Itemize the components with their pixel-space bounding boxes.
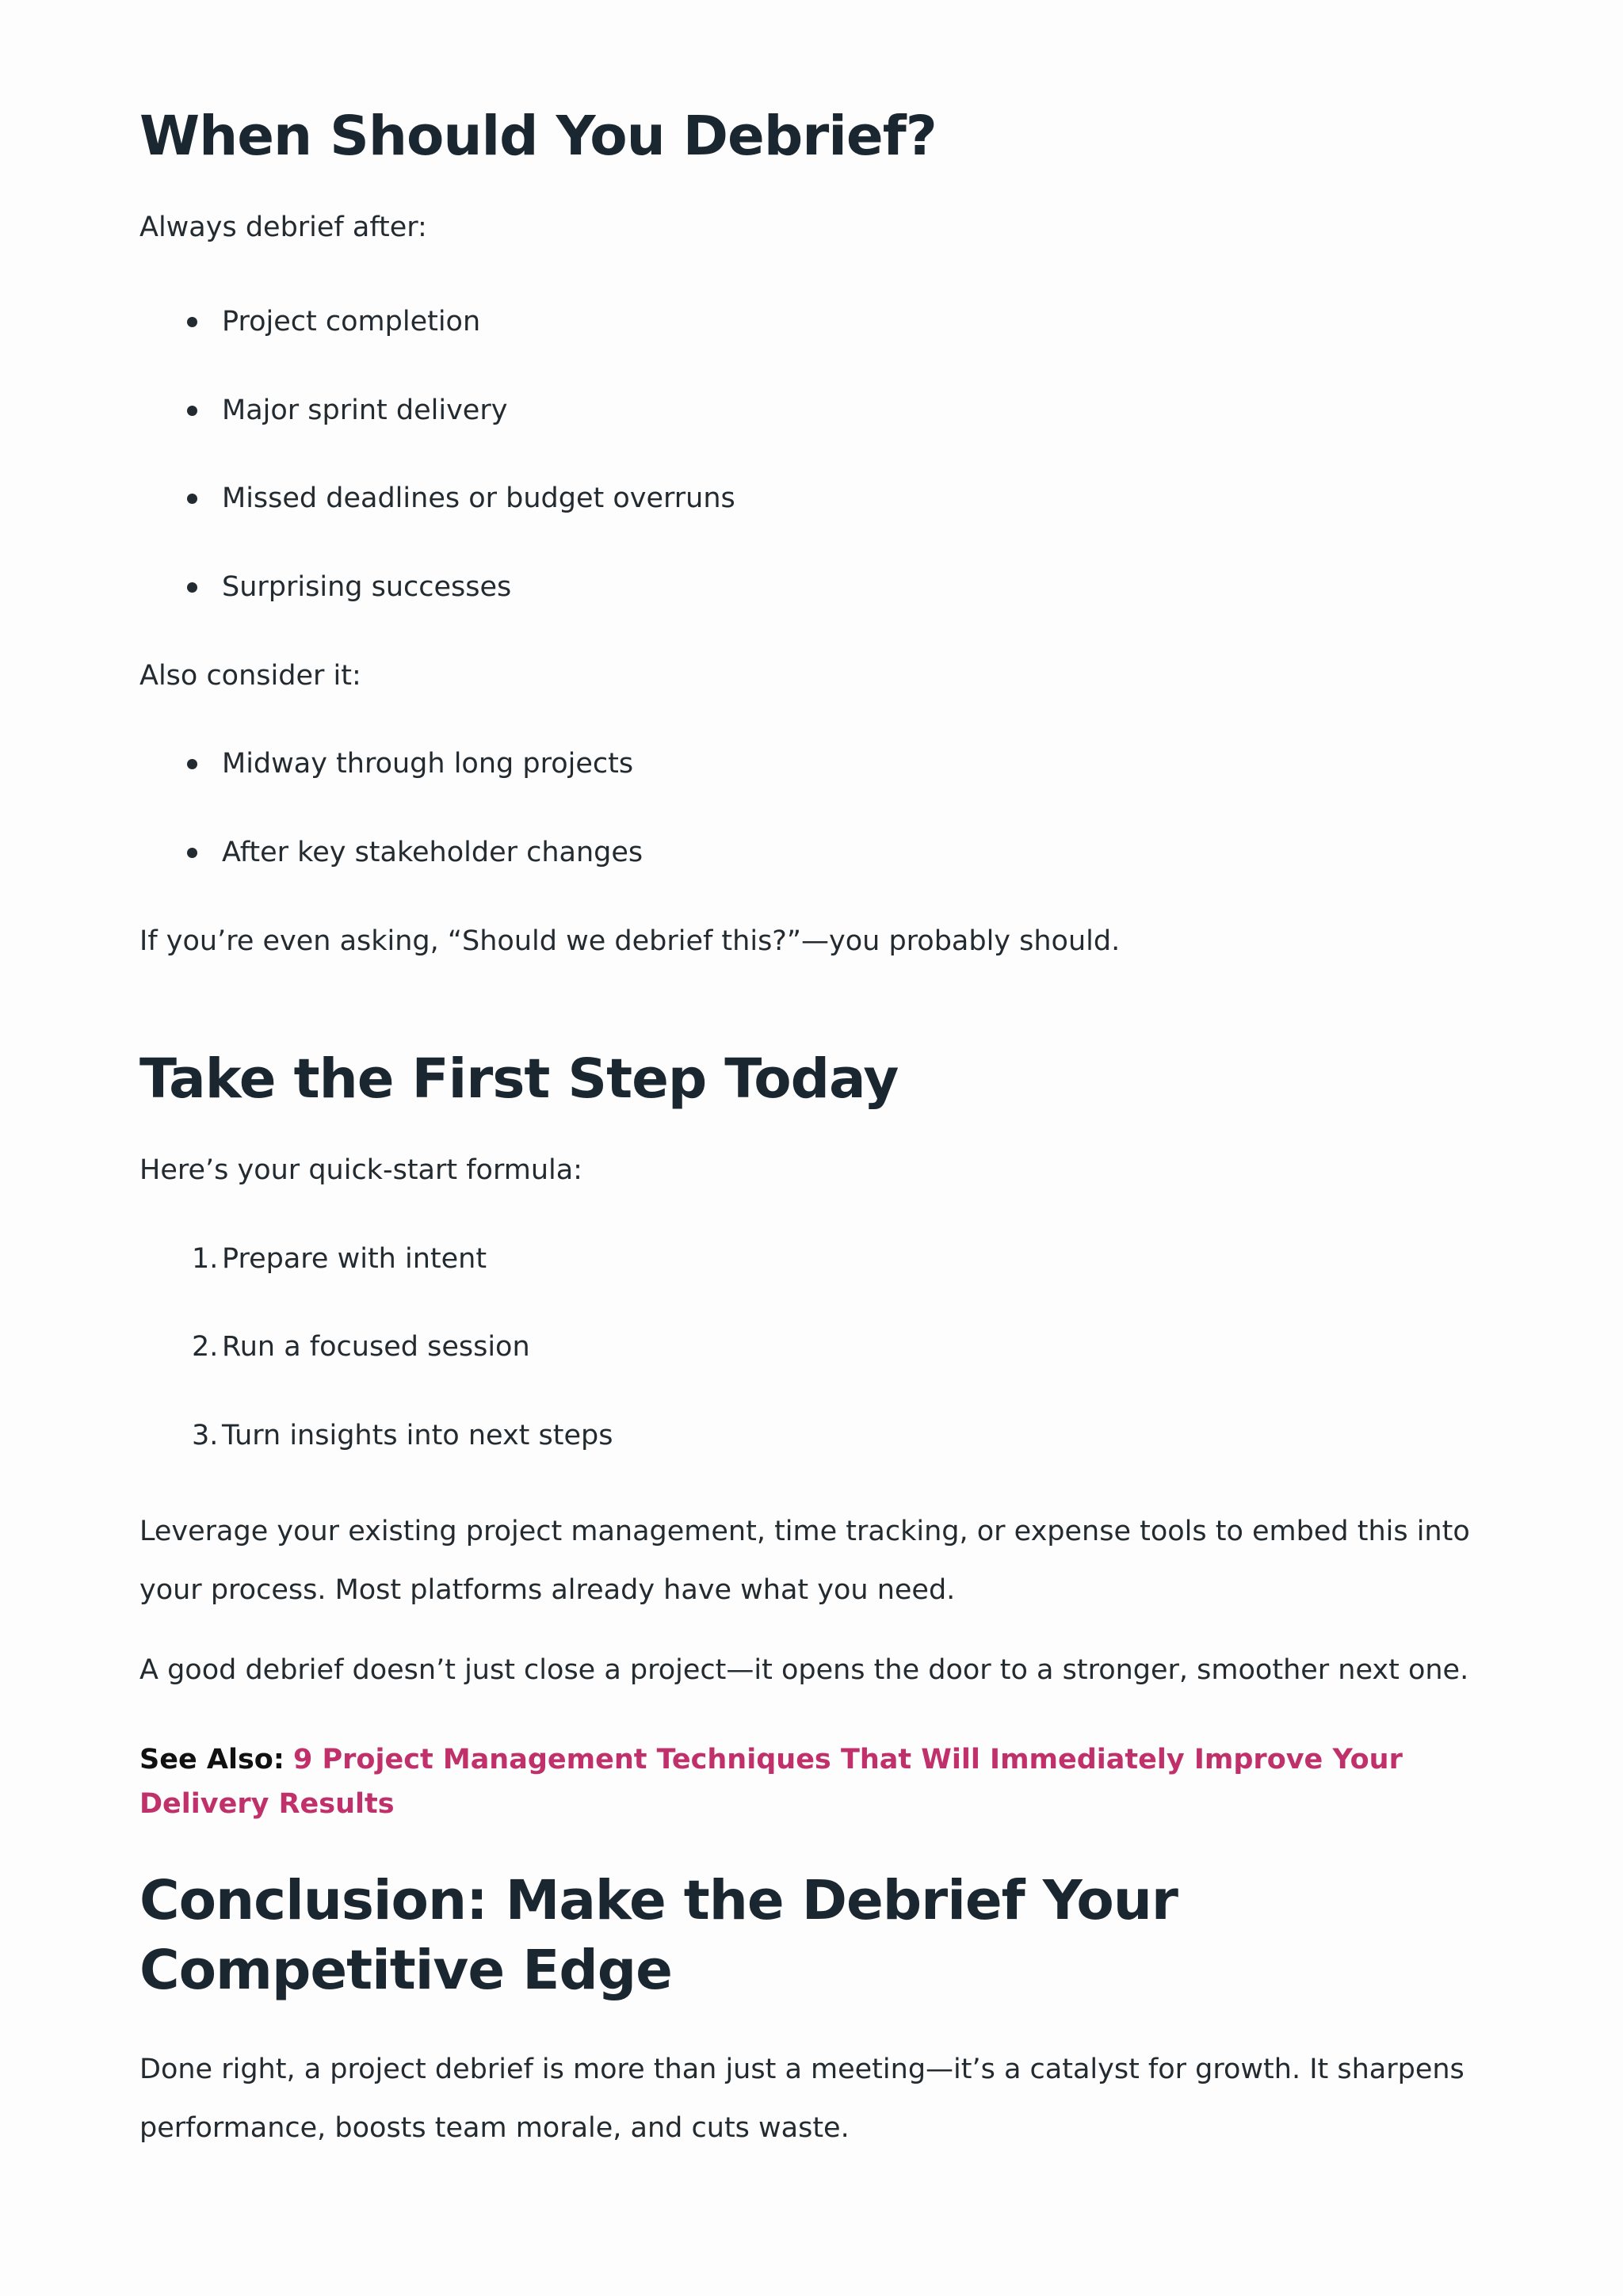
bullet-icon: [187, 406, 197, 416]
section-heading-first-step: Take the First Step Today: [139, 1047, 899, 1111]
leverage-tools-paragraph: Leverage your existing project management, time tracking, or expense tools to embed this into your process. Most platforms already have what you need.: [139, 1516, 1470, 1606]
list-item: Midway through long projects: [222, 742, 633, 786]
list-item: Project completion: [222, 299, 480, 344]
conclusion-paragraph: Done right, a project debrief is more than just a meeting—it’s a catalyst for growth. It sharpens performance, boosts team morale, and cuts waste.: [139, 2054, 1465, 2144]
section-heading-when-debrief: When Should You Debrief?: [139, 105, 937, 168]
see-also: [139, 1737, 1534, 1826]
list-item: Surprising successes: [222, 565, 511, 609]
list-item: After key stakeholder changes: [222, 830, 643, 875]
list-item: 2. Run a focused session: [192, 1331, 530, 1363]
bullet-icon: [187, 848, 197, 858]
bullet-icon: [187, 582, 197, 593]
see-also-link[interactable]: 9 Project Management Techniques That Will Immediately Improve Your Delivery Results: [139, 1744, 1403, 1820]
good-debrief-paragraph: A good debrief doesn’t just close a project—it opens the door to a stronger, smoother next one.: [139, 1654, 1469, 1686]
list-item: Major sprint delivery: [222, 388, 507, 433]
formula-intro-paragraph: Here’s your quick-start formula:: [139, 1154, 582, 1186]
see-also-label: See Also:: [139, 1744, 285, 1775]
intro-paragraph: Always debrief after:: [139, 212, 427, 243]
closing-paragraph: If you’re even asking, “Should we debrief this?”—you probably should.: [139, 925, 1121, 957]
section-heading-conclusion: Conclusion: Make the Debrief Your Competitive Edge: [139, 1869, 1178, 2002]
list-item: 3. Turn insights into next steps: [192, 1420, 613, 1451]
list-item: Missed deadlines or budget overruns: [222, 476, 735, 521]
list-item: 1. Prepare with intent: [192, 1243, 487, 1275]
bullet-icon: [187, 317, 197, 327]
bullet-icon: [187, 759, 197, 769]
also-consider-paragraph: Also consider it:: [139, 660, 361, 692]
bullet-icon: [187, 494, 197, 504]
